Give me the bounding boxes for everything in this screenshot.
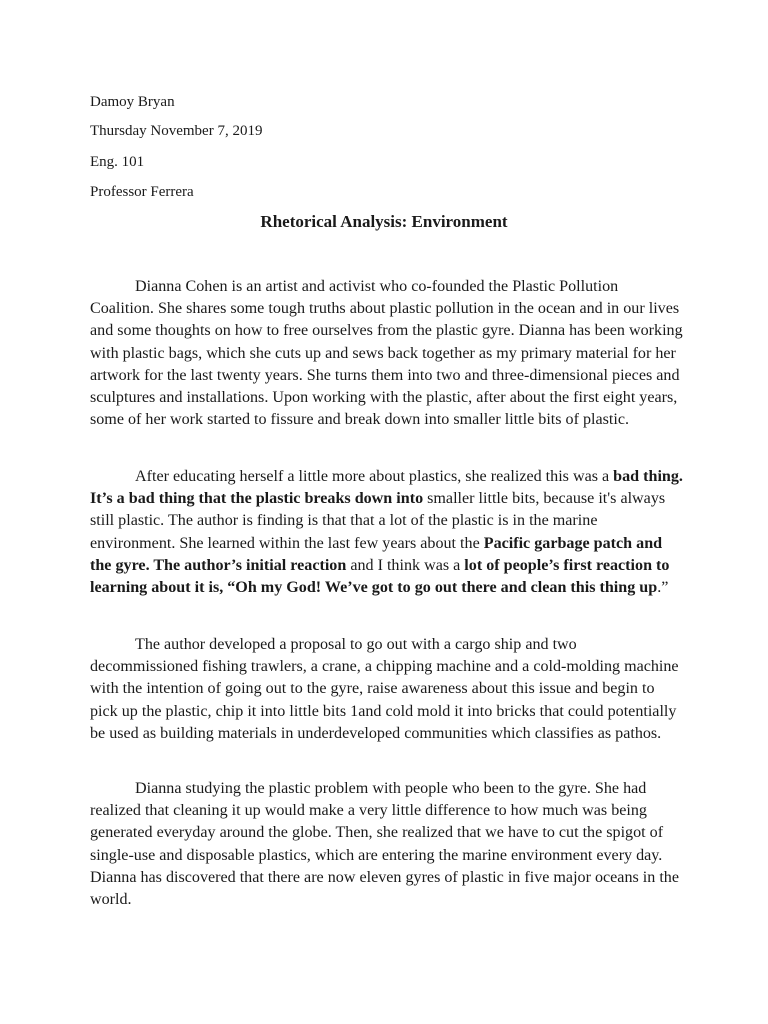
- paragraph-2-text-3: and I think was a: [346, 556, 465, 574]
- paragraph-1: Dianna Cohen is an artist and activist who co-founded the Plastic Pollution Coalition. She shares some tough truths about plastic pollution in the ocean and in our lives and some thoughts on how to free ourselves from the plastic gyre. Dianna has been working with plastic bags, which she cuts up and sews back together as my primary material for her artwork for the last twenty years. She turns them into two and three-dimensional pieces and sculptures and installations. Upon working with the plastic, after about the first eight years, some of her work started to fissure and break down into smaller little bits of plastic.: [90, 278, 683, 429]
- document-date: Thursday November 7, 2019: [90, 123, 263, 139]
- professor-name: Professor Ferrera: [90, 184, 194, 200]
- course-name: Eng. 101: [90, 154, 145, 170]
- paragraph-2-bold-3: lot of people’s first reaction to learning about it is, “Oh my God! We’ve got to go out there and clean this thing up: [90, 556, 670, 597]
- paragraph-2-text-2: smaller little bits, because it's always still plastic. The author is finding is that that a lot of the plastic is in the marine environment. She learned within the last few years about the: [90, 490, 666, 552]
- paragraph-3: The author developed a proposal to go out with a cargo ship and two decommissioned fishing trawlers, a crane, a chipping machine and a cold-molding machine with the intention of going out to the gyre, raise awareness about this issue and begin to pick up the plastic, chip it into little bits 1and cold mold it into bricks that could potentially be used as building materials in underdeveloped communities which classifies as pathos.: [90, 636, 679, 742]
- paragraph-4: Dianna studying the plastic problem with people who been to the gyre. She had realized that cleaning it up would make a very little difference to how much was being generated everyday around the globe. Then, she realized that we have to cut the spigot of single-use and disposable plastics, which are entering the marine environment every day. Dianna has discovered that there are now eleven gyres of plastic in five major oceans in the world.: [90, 780, 679, 909]
- paragraph-2-text-1: After educating herself a little more about plastics, she realized this was a: [135, 468, 614, 485]
- document-title: Rhetorical Analysis: Environment: [260, 212, 508, 231]
- paragraph-2-text-4: .”: [657, 579, 669, 597]
- paragraph-2-bold-1: bad thing. It’s a bad thing that the plastic breaks down into: [90, 468, 683, 508]
- paragraph-2: [90, 466, 686, 599]
- paragraph-2-bold-2: Pacific garbage patch and the gyre. The author’s initial reaction: [90, 534, 663, 574]
- author-name: Damoy Bryan: [90, 94, 175, 110]
